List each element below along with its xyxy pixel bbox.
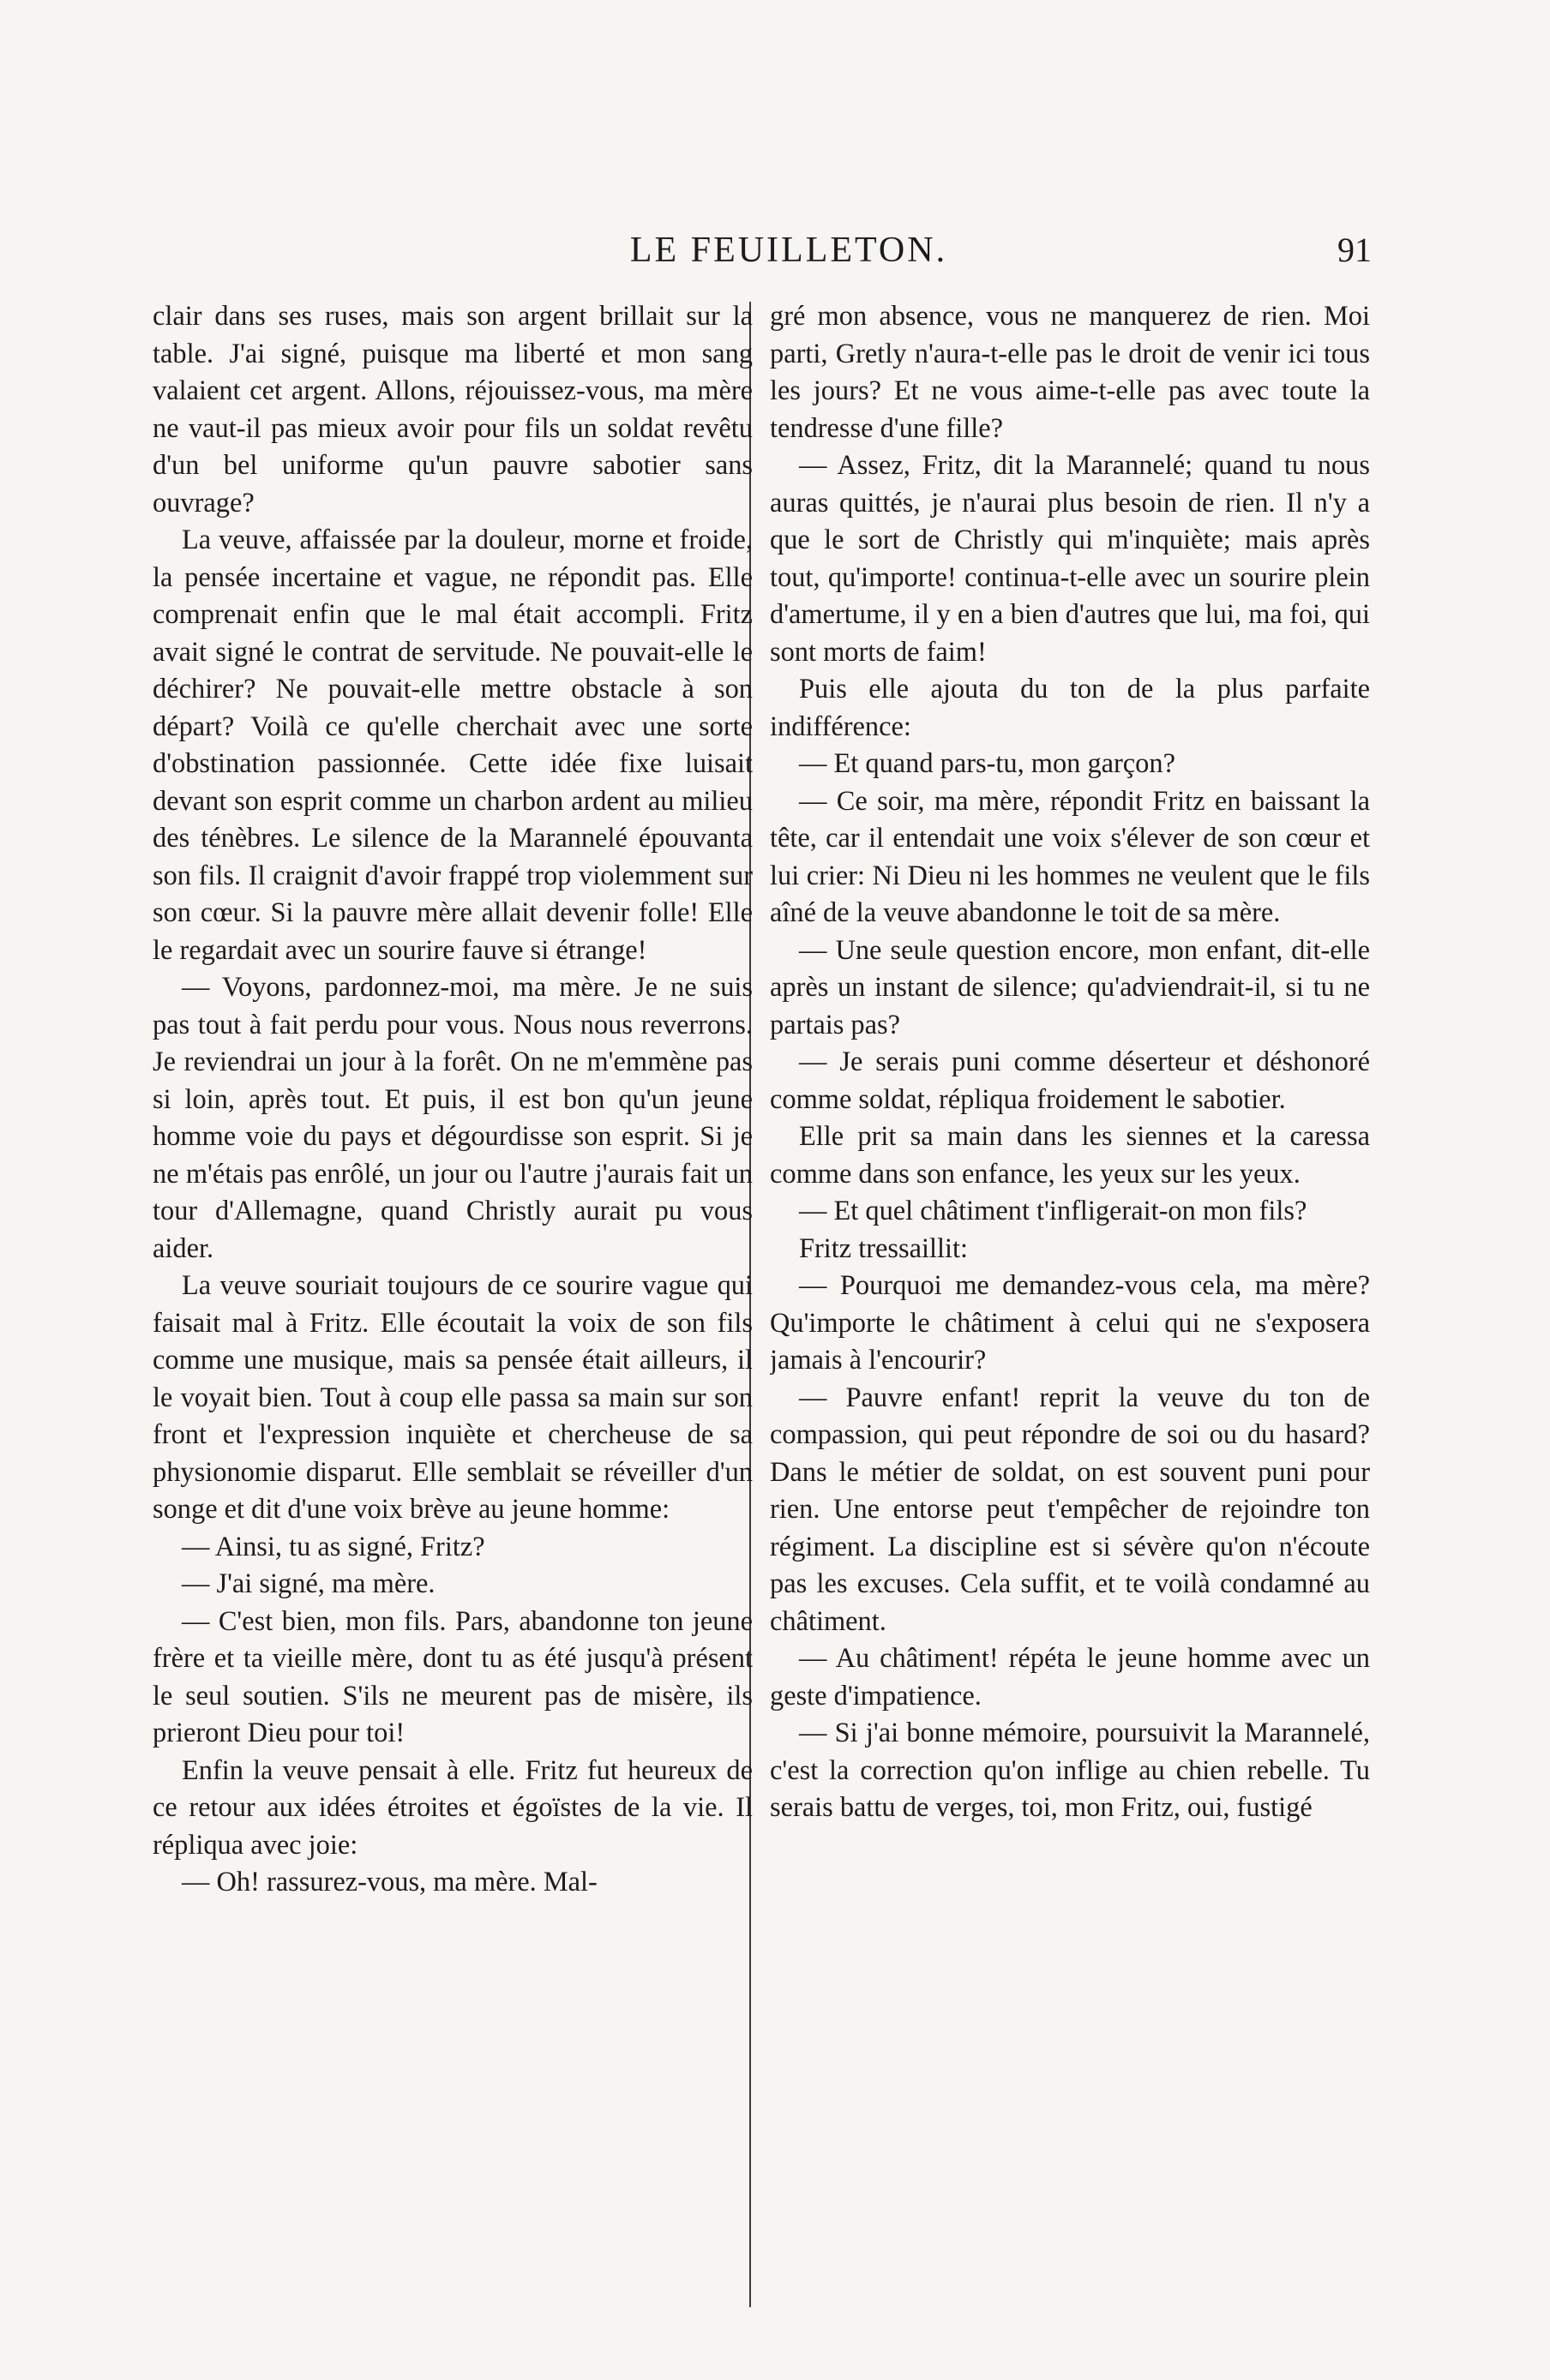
paragraph: — Au châtiment! répéta le jeune homme avec un geste d'impatience. — [770, 1643, 1370, 1712]
paragraph: Puis elle ajouta du ton de la plus parfaite indifférence: — [770, 674, 1370, 742]
page-number: 91 — [1337, 231, 1372, 269]
paragraph: La veuve, affaissée par la douleur, morne et froide, la pensée incertaine et vague, ne répondit pas. Elle comprenait enfin que le mal était accompli. Fritz avait signé le contrat de servitude. Ne pouvait-elle le déchirer? Ne pouvait-elle mettre obstacle à son départ? Voilà ce qu'elle cherchait avec une sorte d'obstination passionnée. Cette idée fixe luisait devant son esprit comme un charbon ardent au milieu des ténèbres. Le silence de la Marannelé épouvanta son fils. Il craignit d'avoir frappé trop violemment sur son cœur. Si la pauvre mère allait devenir folle! Elle le regardait avec un sourire fauve si étrange! — [153, 525, 753, 966]
paragraph: — Assez, Fritz, dit la Marannelé; quand tu nous auras quittés, je n'aurai plus besoin de rien. Il n'y a que le sort de Christly qui m'inquiète; mais après tout, qu'importe! continua-t-elle avec un sourire plein d'amertume, il y en a bien d'autres que lui, ma foi, qui sont morts de faim! — [770, 450, 1370, 668]
running-title: LE FEUILLETON. — [629, 231, 948, 270]
paragraph: — Une seule question encore, mon enfant, dit-elle après un instant de silence; qu'adviendrait-il, si tu ne partais pas? — [770, 934, 1370, 1040]
paragraph: — Oh! rassurez-vous, ma mère. Mal- — [182, 1867, 598, 1897]
paragraph: — Pauvre enfant! reprit la veuve du ton de compassion, qui peut répondre de soi ou du hasard? Dans le métier de soldat, on est souvent puni pour rien. Une entorse peut t'empêcher de rejoindre ton régiment. La discipline est si sévère qu'on n'écoute pas les excuses. Cela suffit, et te voilà condamné au châtiment. — [770, 1382, 1370, 1637]
paragraph: La veuve souriait toujours de ce sourire vague qui faisait mal à Fritz. Elle écoutait la voix de son fils comme une musique, mais sa pensée était ailleurs, il le voyait bien. Tout à coup elle passa sa main sur son front et l'expression inquiète et chercheuse de sa physionomie disparut. Elle semblait se réveiller d'un songe et dit d'une voix brève au jeune homme: — [153, 1270, 753, 1525]
paragraph: — Et quand pars-tu, mon garçon? — [799, 748, 1175, 779]
paragraph: — J'ai signé, ma mère. — [182, 1568, 436, 1599]
paragraph: Enfin la veuve pensait à elle. Fritz fut heureux de ce retour aux idées étroites et égoïstes de la vie. Il répliqua avec joie: — [153, 1754, 753, 1861]
paragraph: Fritz tressaillit: — [799, 1232, 969, 1264]
paragraph: — Si j'ai bonne mémoire, poursuivit la Marannelé, c'est la correction qu'on inflige au chien rebelle. Tu serais battu de verges, toi, mon Fritz, oui, fustigé — [770, 1718, 1370, 1823]
left-column — [153, 298, 753, 2321]
paragraph: — Ce soir, ma mère, répondit Fritz en baissant la tête, car il entendait une voix s'élever de son cœur et lui crier: Ni Dieu ni les hommes ne veulent que le fils aîné de la veuve abandonne le toit de sa mère. — [770, 785, 1370, 928]
paragraph: — Ainsi, tu as signé, Fritz? — [182, 1531, 485, 1562]
right-column — [770, 298, 1370, 2321]
paragraph: gré mon absence, vous ne manquerez de rien. Moi parti, Gretly n'aura-t-elle pas le droit de venir ici tous les jours? Et ne vous aime-t-elle pas avec toute la tendresse d'une fille? — [770, 301, 1370, 444]
paragraph: — Pourquoi me demandez-vous cela, ma mère? Qu'importe le châtiment à celui qui ne s'exposera jamais à l'encourir? — [770, 1270, 1370, 1376]
paragraph: — Voyons, pardonnez-moi, ma mère. Je ne suis pas tout à fait perdu pour vous. Nous nous reverrons. Je reviendrai un jour à la forêt. On ne m'emmène pas si loin, après tout. Et puis, il est bon qu'un jeune homme voie du pays et dégourdisse son esprit. Si je ne m'étais pas enrôlé, un jour ou l'autre j'aurais fait un tour d'Allemagne, quand Christly aurait pu vous aider. — [153, 972, 753, 1264]
paragraph: Elle prit sa main dans les siennes et la caressa comme dans son enfance, les yeux sur les yeux. — [770, 1121, 1370, 1190]
paragraph: clair dans ses ruses, mais son argent brillait sur la table. J'ai signé, puisque ma liberté et mon sang valaient cet argent. Allons, réjouissez-vous, ma mère ne vaut-il pas mieux avoir pour fils un soldat revêtu d'un bel uniforme qu'un pauvre sabotier sans ouvrage? — [153, 301, 753, 519]
paragraph: — Je serais puni comme déserteur et déshonoré comme soldat, répliqua froidement le sabotier. — [770, 1046, 1370, 1115]
paragraph: — C'est bien, mon fils. Pars, abandonne ton jeune frère et ta vieille mère, dont tu as été jusqu'à présent le seul soutien. S'ils ne meurent pas de misère, ils prieront Dieu pour toi! — [153, 1605, 753, 1748]
paragraph: — Et quel châtiment t'infligerait-on mon fils? — [799, 1196, 1307, 1226]
running-head — [0, 225, 1550, 276]
